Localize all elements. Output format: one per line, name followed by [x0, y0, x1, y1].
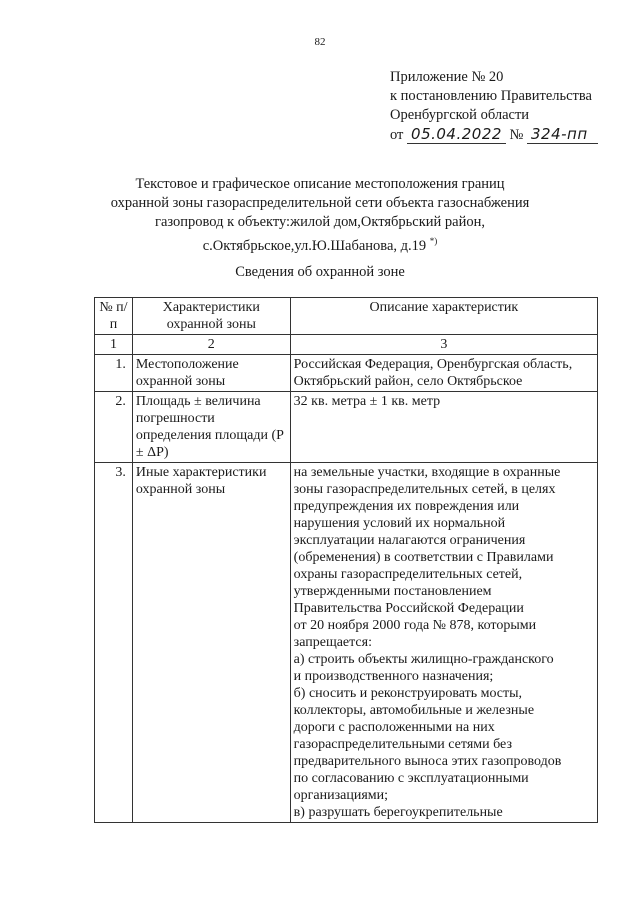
desc-line: зоны газораспределительных сетей, в целях [293, 482, 556, 497]
appendix-line-1: Приложение № 20 [390, 69, 504, 85]
row-number: 2. [95, 392, 133, 463]
desc-line: б) сносить и реконструировать мосты, [293, 686, 523, 701]
from-label: от [390, 127, 404, 143]
row-description [290, 463, 597, 823]
index-cell-3: 3 [290, 335, 597, 355]
section-subtitle: Сведения об охранной зоне [235, 264, 405, 280]
desc-line: нарушения условий их нормальной [293, 516, 506, 531]
index-cell-2: 2 [132, 335, 290, 355]
desc-line: на земельные участки, входящие в охранные [293, 465, 561, 480]
decree-number: 324-пп [527, 125, 598, 144]
title-line-4 [80, 232, 560, 256]
table-row [95, 463, 598, 823]
desc-line: (обременения) в соответствии с Правилами [293, 550, 554, 565]
appendix-line-2: к постановлению Правительства [390, 88, 592, 104]
appendix-block [390, 68, 598, 145]
desc-line: утвержденными постановлением [293, 584, 492, 599]
desc-line: Правительства Российской Федерации [293, 601, 524, 616]
desc-line: от 20 ноября 2000 года № 878, которыми [293, 618, 537, 633]
desc-line: эксплуатации налагаются ограничения [293, 533, 526, 548]
row-characteristic: Иные характеристики охранной зоны [132, 463, 290, 823]
table-header-row [95, 298, 598, 335]
header-num: № п/п [95, 298, 133, 335]
footnote-mark: *) [429, 236, 438, 246]
row-characteristic: Местоположение охранной зоны [132, 355, 290, 392]
title-address: с.Октябрьское,ул.Ю.Шабанова, д.19 [202, 237, 427, 254]
protected-zone-table [94, 297, 598, 823]
row-description: 32 кв. метра ± 1 кв. метр [290, 392, 597, 463]
table-row [95, 355, 598, 392]
header-description: Описание характеристик [290, 298, 597, 335]
index-cell-1: 1 [95, 335, 133, 355]
table-row [95, 392, 598, 463]
desc-line: по согласованию с эксплуатационными [293, 771, 529, 786]
title-line-3: газопровод к объекту:жилой дом,Октябрьский район, [155, 214, 485, 230]
page-number: 82 [314, 36, 326, 48]
decree-date: 05.04.2022 [407, 125, 506, 144]
row-characteristic: Площадь ± величина погрешности определения площади (P ± ΔP) [132, 392, 290, 463]
appendix-date-line [390, 125, 598, 145]
desc-line: коллекторы, автомобильные и железные [293, 703, 535, 718]
row-number: 1. [95, 355, 133, 392]
row-number: 3. [95, 463, 133, 823]
number-label: № [509, 127, 524, 143]
header-characteristics: Характеристики охранной зоны [132, 298, 290, 335]
document-title [80, 175, 560, 256]
desc-line: а) строить объекты жилищно-гражданского [293, 652, 554, 667]
row-description: Российская Федерация, Оренбургская область, Октябрьский район, село Октябрьское [290, 355, 597, 392]
desc-line: запрещается: [293, 635, 372, 650]
desc-line: предупреждения их повреждения или [293, 499, 520, 514]
title-line-1: Текстовое и графическое описание местоположения границ [135, 176, 505, 192]
desc-line: организациями; [293, 788, 389, 803]
desc-line: дороги с расположенными на них [293, 720, 495, 735]
desc-line: и производственного назначения; [293, 669, 494, 684]
desc-line: предварительного выноса этих газопроводов [293, 754, 562, 769]
table-index-row [95, 335, 598, 355]
desc-line: газораспределительными сетями без [293, 737, 512, 752]
desc-line: в) разрушать берегоукрепительные [293, 805, 503, 820]
desc-line: охраны газораспределительных сетей, [293, 567, 523, 582]
title-line-2: охранной зоны газораспределительной сети объекта газоснабжения [110, 195, 530, 211]
appendix-line-3: Оренбургской области [390, 107, 530, 123]
